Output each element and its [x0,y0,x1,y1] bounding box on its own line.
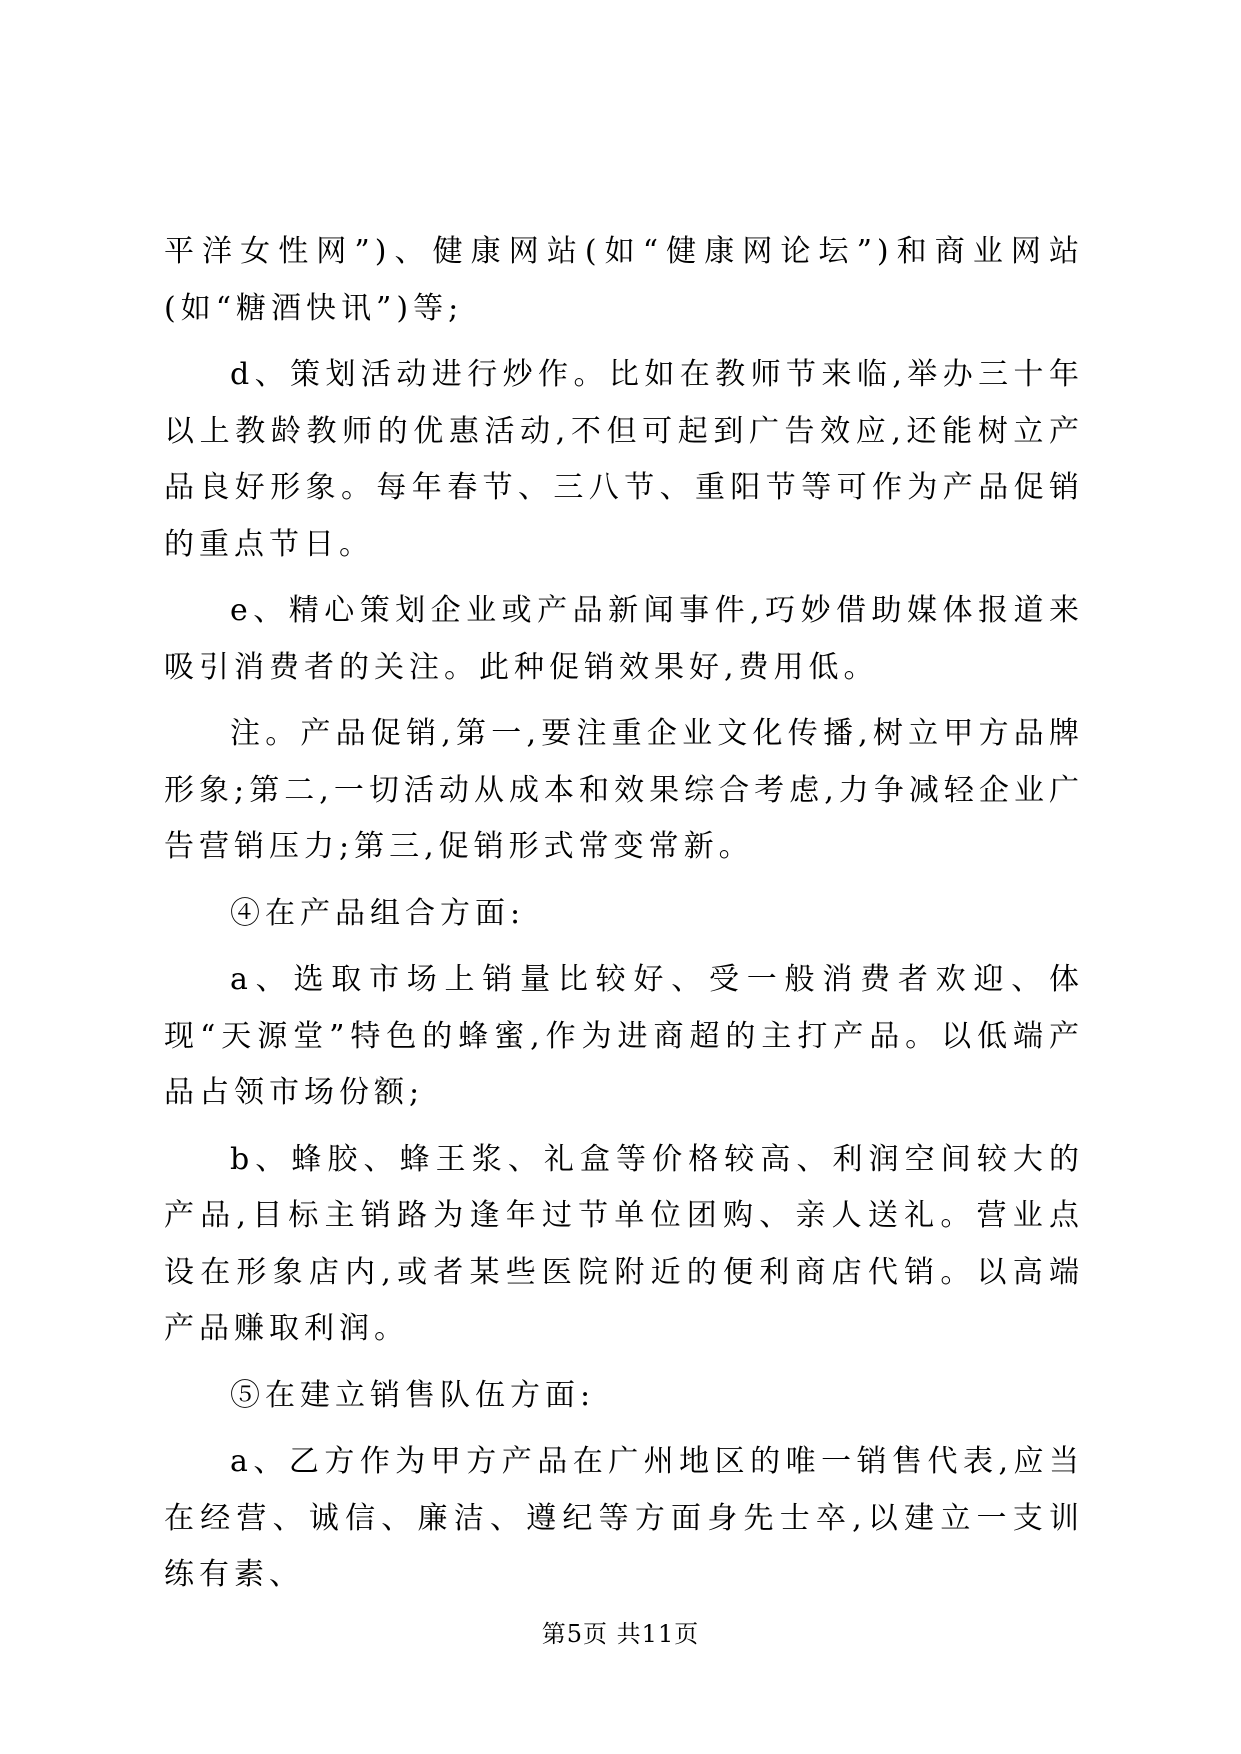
page-number-footer: 第5页 共11页 [541,1620,700,1648]
paragraph-item-e: e、精心策划企业或产品新闻事件,巧妙借助媒体报道来吸引消费者的关注。此种促销效果好,费用低。 [164,593,1084,685]
section-heading-product-mix: ④在产品组合方面: [230,895,526,931]
section-heading-sales-team: ⑤在建立销售队伍方面: [230,1377,596,1413]
paragraph-item-b-product: b、蜂胶、蜂王浆、礼盒等价格较高、利润空间较大的产品,目标主销路为逢年过节单位团购、亲人送礼。营业点设在形象店内,或者某些医院附近的便利商店代销。以高端产品赚取利润。 [164,1141,1084,1346]
paragraph-continued: 平洋女性网”)、健康网站(如“健康网论坛”)和商业网站(如“糖酒快讯”)等; [164,234,1084,326]
paragraph-item-a-product: a、选取市场上销量比较好、受一般消费者欢迎、体现“天源堂”特色的蜂蜜,作为进商超的主打产品。以低端产品占领市场份额; [164,962,1084,1110]
paragraph-item-a-team: a、乙方作为甲方产品在广州地区的唯一销售代表,应当在经营、诚信、廉洁、遵纪等方面身先士卒,以建立一支训练有素、 [164,1444,1084,1592]
paragraph-note: 注。产品促销,第一,要注重企业文化传播,树立甲方品牌形象;第二,一切活动从成本和效果综合考虑,力争减轻企业广告营销压力;第三,促销形式常变常新。 [164,716,1084,864]
paragraph-item-d: d、策划活动进行炒作。比如在教师节来临,举办三十年以上教龄教师的优惠活动,不但可起到广告效应,还能树立产品良好形象。每年春节、三八节、重阳节等可作为产品促销的重点节日。 [164,357,1084,562]
document-body [164,224,1084,1614]
